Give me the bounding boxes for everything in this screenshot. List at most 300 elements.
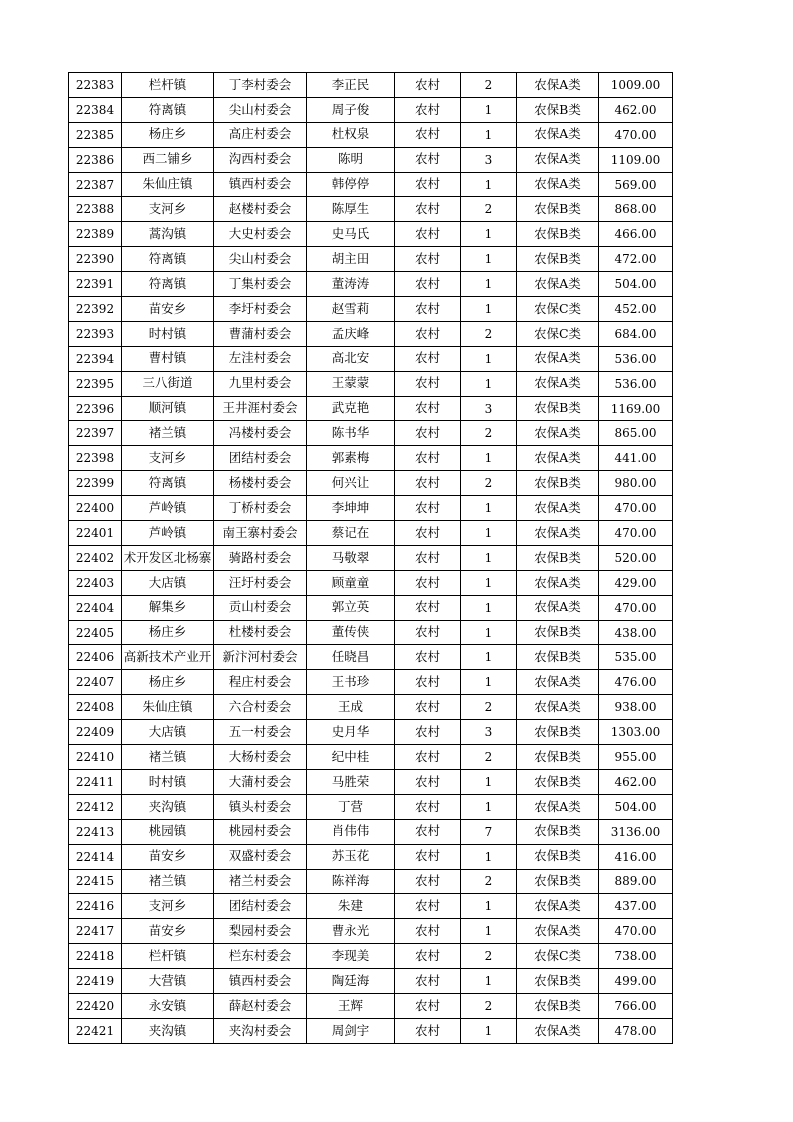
area-type-cell: 农村 xyxy=(395,346,461,371)
area-type-cell: 农村 xyxy=(395,869,461,894)
table-row xyxy=(69,570,673,595)
area-type-cell: 农村 xyxy=(395,396,461,421)
serial-cell: 22390 xyxy=(69,247,122,272)
amount-cell: 476.00 xyxy=(599,670,673,695)
serial-cell: 22418 xyxy=(69,944,122,969)
serial-cell: 22417 xyxy=(69,919,122,944)
name-cell: 陈明 xyxy=(307,147,395,172)
household-count-cell: 2 xyxy=(461,421,517,446)
township-cell: 芦岭镇 xyxy=(122,521,214,546)
table-row xyxy=(69,471,673,496)
household-count-cell: 1 xyxy=(461,645,517,670)
area-type-cell: 农村 xyxy=(395,122,461,147)
serial-cell: 22394 xyxy=(69,346,122,371)
serial-cell: 22410 xyxy=(69,745,122,770)
serial-cell: 22399 xyxy=(69,471,122,496)
household-count-cell: 2 xyxy=(461,944,517,969)
table-row xyxy=(69,745,673,770)
township-cell: 朱仙庄镇 xyxy=(122,695,214,720)
village-committee-cell: 梨园村委会 xyxy=(214,919,307,944)
amount-cell: 470.00 xyxy=(599,496,673,521)
serial-cell: 22392 xyxy=(69,297,122,322)
household-count-cell: 2 xyxy=(461,321,517,346)
name-cell: 何兴让 xyxy=(307,471,395,496)
township-cell: 朱仙庄镇 xyxy=(122,172,214,197)
serial-cell: 22396 xyxy=(69,396,122,421)
township-cell: 时村镇 xyxy=(122,321,214,346)
village-committee-cell: 贡山村委会 xyxy=(214,595,307,620)
name-cell: 韩停停 xyxy=(307,172,395,197)
name-cell: 蔡记在 xyxy=(307,521,395,546)
village-committee-cell: 汪圩村委会 xyxy=(214,570,307,595)
name-cell: 胡主田 xyxy=(307,247,395,272)
area-type-cell: 农村 xyxy=(395,595,461,620)
household-count-cell: 1 xyxy=(461,595,517,620)
township-cell: 符离镇 xyxy=(122,247,214,272)
township-cell: 曹村镇 xyxy=(122,346,214,371)
household-count-cell: 7 xyxy=(461,819,517,844)
serial-cell: 22384 xyxy=(69,97,122,122)
name-cell: 王蒙蒙 xyxy=(307,371,395,396)
serial-cell: 22386 xyxy=(69,147,122,172)
insurance-category-cell: 农保B类 xyxy=(517,869,599,894)
table-row xyxy=(69,695,673,720)
insurance-category-cell: 农保A类 xyxy=(517,670,599,695)
insurance-category-cell: 农保B类 xyxy=(517,819,599,844)
amount-cell: 868.00 xyxy=(599,197,673,222)
name-cell: 顾童童 xyxy=(307,570,395,595)
name-cell: 陈厚生 xyxy=(307,197,395,222)
area-type-cell: 农村 xyxy=(395,894,461,919)
township-cell: 顺河镇 xyxy=(122,396,214,421)
insurance-category-cell: 农保B类 xyxy=(517,769,599,794)
village-committee-cell: 骑路村委会 xyxy=(214,545,307,570)
serial-cell: 22385 xyxy=(69,122,122,147)
area-type-cell: 农村 xyxy=(395,496,461,521)
amount-cell: 938.00 xyxy=(599,695,673,720)
table-row xyxy=(69,595,673,620)
insurance-category-cell: 农保B类 xyxy=(517,620,599,645)
township-cell: 三八街道 xyxy=(122,371,214,396)
household-count-cell: 1 xyxy=(461,272,517,297)
amount-cell: 470.00 xyxy=(599,919,673,944)
village-committee-cell: 薛赵村委会 xyxy=(214,993,307,1018)
township-cell: 大店镇 xyxy=(122,570,214,595)
village-committee-cell: 五一村委会 xyxy=(214,720,307,745)
area-type-cell: 农村 xyxy=(395,297,461,322)
area-type-cell: 农村 xyxy=(395,446,461,471)
name-cell: 赵雪莉 xyxy=(307,297,395,322)
insurance-category-cell: 农保A类 xyxy=(517,695,599,720)
township-cell: 大店镇 xyxy=(122,720,214,745)
township-cell: 夹沟镇 xyxy=(122,794,214,819)
household-count-cell: 1 xyxy=(461,769,517,794)
township-cell: 苗安乡 xyxy=(122,844,214,869)
village-committee-cell: 沟西村委会 xyxy=(214,147,307,172)
township-cell: 高新技术产业开 xyxy=(122,645,214,670)
table-row xyxy=(69,819,673,844)
township-cell: 时村镇 xyxy=(122,769,214,794)
village-committee-cell: 大蒲村委会 xyxy=(214,769,307,794)
township-cell: 支河乡 xyxy=(122,197,214,222)
insurance-category-cell: 农保B类 xyxy=(517,545,599,570)
township-cell: 褚兰镇 xyxy=(122,869,214,894)
village-committee-cell: 王井涯村委会 xyxy=(214,396,307,421)
village-committee-cell: 冯楼村委会 xyxy=(214,421,307,446)
household-count-cell: 2 xyxy=(461,197,517,222)
name-cell: 纪中桂 xyxy=(307,745,395,770)
household-count-cell: 1 xyxy=(461,346,517,371)
insurance-category-cell: 农保B类 xyxy=(517,745,599,770)
serial-cell: 22398 xyxy=(69,446,122,471)
township-cell: 褚兰镇 xyxy=(122,421,214,446)
household-count-cell: 2 xyxy=(461,869,517,894)
area-type-cell: 农村 xyxy=(395,993,461,1018)
household-count-cell: 1 xyxy=(461,620,517,645)
table-row xyxy=(69,421,673,446)
village-committee-cell: 杜楼村委会 xyxy=(214,620,307,645)
village-committee-cell: 杨楼村委会 xyxy=(214,471,307,496)
serial-cell: 22415 xyxy=(69,869,122,894)
village-committee-cell: 团结村委会 xyxy=(214,894,307,919)
insurance-category-cell: 农保B类 xyxy=(517,844,599,869)
village-committee-cell: 褚兰村委会 xyxy=(214,869,307,894)
area-type-cell: 农村 xyxy=(395,570,461,595)
township-cell: 桃园镇 xyxy=(122,819,214,844)
household-count-cell: 2 xyxy=(461,695,517,720)
serial-cell: 22395 xyxy=(69,371,122,396)
area-type-cell: 农村 xyxy=(395,321,461,346)
table-row xyxy=(69,396,673,421)
area-type-cell: 农村 xyxy=(395,371,461,396)
household-count-cell: 2 xyxy=(461,993,517,1018)
table-row xyxy=(69,720,673,745)
area-type-cell: 农村 xyxy=(395,794,461,819)
amount-cell: 980.00 xyxy=(599,471,673,496)
area-type-cell: 农村 xyxy=(395,521,461,546)
insurance-category-cell: 农保B类 xyxy=(517,396,599,421)
table-row xyxy=(69,73,673,98)
insurance-category-cell: 农保C类 xyxy=(517,944,599,969)
insurance-category-cell: 农保A类 xyxy=(517,496,599,521)
township-cell: 蒿沟镇 xyxy=(122,222,214,247)
amount-cell: 416.00 xyxy=(599,844,673,869)
table-row xyxy=(69,172,673,197)
township-cell: 大营镇 xyxy=(122,969,214,994)
insurance-category-cell: 农保A类 xyxy=(517,919,599,944)
table-row xyxy=(69,147,673,172)
village-committee-cell: 夹沟村委会 xyxy=(214,1018,307,1043)
amount-cell: 452.00 xyxy=(599,297,673,322)
area-type-cell: 农村 xyxy=(395,73,461,98)
township-cell: 支河乡 xyxy=(122,446,214,471)
serial-cell: 22389 xyxy=(69,222,122,247)
insurance-category-cell: 农保B类 xyxy=(517,645,599,670)
area-type-cell: 农村 xyxy=(395,545,461,570)
village-committee-cell: 大杨村委会 xyxy=(214,745,307,770)
name-cell: 董涛涛 xyxy=(307,272,395,297)
area-type-cell: 农村 xyxy=(395,819,461,844)
amount-cell: 955.00 xyxy=(599,745,673,770)
serial-cell: 22391 xyxy=(69,272,122,297)
area-type-cell: 农村 xyxy=(395,97,461,122)
household-count-cell: 2 xyxy=(461,471,517,496)
township-cell: 苗安乡 xyxy=(122,919,214,944)
table-row xyxy=(69,247,673,272)
household-count-cell: 1 xyxy=(461,222,517,247)
table-row xyxy=(69,222,673,247)
serial-cell: 22401 xyxy=(69,521,122,546)
insurance-category-cell: 农保A类 xyxy=(517,122,599,147)
serial-cell: 22416 xyxy=(69,894,122,919)
serial-cell: 22388 xyxy=(69,197,122,222)
township-cell: 褚兰镇 xyxy=(122,745,214,770)
table-row xyxy=(69,919,673,944)
household-count-cell: 1 xyxy=(461,247,517,272)
village-committee-cell: 程庄村委会 xyxy=(214,670,307,695)
serial-cell: 22383 xyxy=(69,73,122,98)
name-cell: 马敬翠 xyxy=(307,545,395,570)
township-cell: 术开发区北杨寨 xyxy=(122,545,214,570)
table-row xyxy=(69,297,673,322)
serial-cell: 22421 xyxy=(69,1018,122,1043)
village-committee-cell: 双盛村委会 xyxy=(214,844,307,869)
area-type-cell: 农村 xyxy=(395,272,461,297)
amount-cell: 470.00 xyxy=(599,122,673,147)
name-cell: 董传侠 xyxy=(307,620,395,645)
insurance-category-cell: 农保B类 xyxy=(517,969,599,994)
serial-cell: 22409 xyxy=(69,720,122,745)
table-row xyxy=(69,620,673,645)
name-cell: 李坤坤 xyxy=(307,496,395,521)
village-committee-cell: 丁李村委会 xyxy=(214,73,307,98)
household-count-cell: 1 xyxy=(461,844,517,869)
amount-cell: 1109.00 xyxy=(599,147,673,172)
township-cell: 符离镇 xyxy=(122,272,214,297)
household-count-cell: 3 xyxy=(461,720,517,745)
amount-cell: 470.00 xyxy=(599,521,673,546)
household-count-cell: 1 xyxy=(461,570,517,595)
village-committee-cell: 镇西村委会 xyxy=(214,969,307,994)
insurance-category-cell: 农保A类 xyxy=(517,73,599,98)
township-cell: 支河乡 xyxy=(122,894,214,919)
name-cell: 周剑宇 xyxy=(307,1018,395,1043)
insurance-category-cell: 农保A类 xyxy=(517,1018,599,1043)
data-table xyxy=(68,72,673,1044)
name-cell: 李现美 xyxy=(307,944,395,969)
insurance-category-cell: 农保B类 xyxy=(517,720,599,745)
table-row xyxy=(69,794,673,819)
area-type-cell: 农村 xyxy=(395,147,461,172)
serial-cell: 22414 xyxy=(69,844,122,869)
area-type-cell: 农村 xyxy=(395,720,461,745)
amount-cell: 684.00 xyxy=(599,321,673,346)
household-count-cell: 1 xyxy=(461,1018,517,1043)
area-type-cell: 农村 xyxy=(395,844,461,869)
household-count-cell: 1 xyxy=(461,446,517,471)
area-type-cell: 农村 xyxy=(395,969,461,994)
insurance-category-cell: 农保A类 xyxy=(517,521,599,546)
name-cell: 陶廷海 xyxy=(307,969,395,994)
name-cell: 李正民 xyxy=(307,73,395,98)
name-cell: 肖伟伟 xyxy=(307,819,395,844)
name-cell: 任晓昌 xyxy=(307,645,395,670)
insurance-category-cell: 农保C类 xyxy=(517,321,599,346)
insurance-category-cell: 农保A类 xyxy=(517,595,599,620)
insurance-category-cell: 农保A类 xyxy=(517,570,599,595)
amount-cell: 536.00 xyxy=(599,371,673,396)
area-type-cell: 农村 xyxy=(395,222,461,247)
area-type-cell: 农村 xyxy=(395,769,461,794)
township-cell: 杨庄乡 xyxy=(122,620,214,645)
township-cell: 永安镇 xyxy=(122,993,214,1018)
area-type-cell: 农村 xyxy=(395,172,461,197)
amount-cell: 462.00 xyxy=(599,97,673,122)
serial-cell: 22411 xyxy=(69,769,122,794)
village-committee-cell: 新汴河村委会 xyxy=(214,645,307,670)
amount-cell: 437.00 xyxy=(599,894,673,919)
serial-cell: 22405 xyxy=(69,620,122,645)
table-row xyxy=(69,122,673,147)
township-cell: 栏杆镇 xyxy=(122,73,214,98)
insurance-category-cell: 农保A类 xyxy=(517,147,599,172)
name-cell: 陈书华 xyxy=(307,421,395,446)
serial-cell: 22393 xyxy=(69,321,122,346)
township-cell: 栏杆镇 xyxy=(122,944,214,969)
amount-cell: 441.00 xyxy=(599,446,673,471)
township-cell: 符离镇 xyxy=(122,471,214,496)
village-committee-cell: 镇西村委会 xyxy=(214,172,307,197)
household-count-cell: 1 xyxy=(461,969,517,994)
amount-cell: 499.00 xyxy=(599,969,673,994)
township-cell: 夹沟镇 xyxy=(122,1018,214,1043)
serial-cell: 22408 xyxy=(69,695,122,720)
amount-cell: 3136.00 xyxy=(599,819,673,844)
amount-cell: 865.00 xyxy=(599,421,673,446)
amount-cell: 472.00 xyxy=(599,247,673,272)
serial-cell: 22406 xyxy=(69,645,122,670)
table-row xyxy=(69,894,673,919)
household-count-cell: 3 xyxy=(461,147,517,172)
township-cell: 符离镇 xyxy=(122,97,214,122)
name-cell: 武克艳 xyxy=(307,396,395,421)
village-committee-cell: 桃园村委会 xyxy=(214,819,307,844)
amount-cell: 504.00 xyxy=(599,272,673,297)
household-count-cell: 3 xyxy=(461,396,517,421)
table-row xyxy=(69,869,673,894)
household-count-cell: 1 xyxy=(461,172,517,197)
table-row xyxy=(69,969,673,994)
serial-cell: 22413 xyxy=(69,819,122,844)
name-cell: 王辉 xyxy=(307,993,395,1018)
name-cell: 苏玉花 xyxy=(307,844,395,869)
amount-cell: 738.00 xyxy=(599,944,673,969)
name-cell: 陈祥海 xyxy=(307,869,395,894)
name-cell: 周子俊 xyxy=(307,97,395,122)
insurance-category-cell: 农保A类 xyxy=(517,346,599,371)
name-cell: 朱建 xyxy=(307,894,395,919)
table-row xyxy=(69,944,673,969)
amount-cell: 536.00 xyxy=(599,346,673,371)
insurance-category-cell: 农保A类 xyxy=(517,371,599,396)
township-cell: 杨庄乡 xyxy=(122,670,214,695)
village-committee-cell: 尖山村委会 xyxy=(214,97,307,122)
table-body xyxy=(69,73,673,1044)
amount-cell: 520.00 xyxy=(599,545,673,570)
amount-cell: 478.00 xyxy=(599,1018,673,1043)
name-cell: 郭立英 xyxy=(307,595,395,620)
insurance-category-cell: 农保B类 xyxy=(517,471,599,496)
village-committee-cell: 团结村委会 xyxy=(214,446,307,471)
name-cell: 王成 xyxy=(307,695,395,720)
table-row xyxy=(69,496,673,521)
table-row xyxy=(69,197,673,222)
amount-cell: 1009.00 xyxy=(599,73,673,98)
insurance-category-cell: 农保A类 xyxy=(517,272,599,297)
table-row xyxy=(69,545,673,570)
insurance-category-cell: 农保B类 xyxy=(517,97,599,122)
name-cell: 王书珍 xyxy=(307,670,395,695)
table-row xyxy=(69,321,673,346)
table-row xyxy=(69,769,673,794)
village-committee-cell: 六合村委会 xyxy=(214,695,307,720)
village-committee-cell: 尖山村委会 xyxy=(214,247,307,272)
household-count-cell: 1 xyxy=(461,97,517,122)
area-type-cell: 农村 xyxy=(395,197,461,222)
table-row xyxy=(69,446,673,471)
insurance-category-cell: 农保A类 xyxy=(517,172,599,197)
insurance-category-cell: 农保B类 xyxy=(517,197,599,222)
amount-cell: 466.00 xyxy=(599,222,673,247)
township-cell: 西二铺乡 xyxy=(122,147,214,172)
name-cell: 杜权泉 xyxy=(307,122,395,147)
household-count-cell: 1 xyxy=(461,371,517,396)
household-count-cell: 1 xyxy=(461,297,517,322)
area-type-cell: 农村 xyxy=(395,1018,461,1043)
area-type-cell: 农村 xyxy=(395,695,461,720)
household-count-cell: 1 xyxy=(461,919,517,944)
village-committee-cell: 镇头村委会 xyxy=(214,794,307,819)
household-count-cell: 1 xyxy=(461,496,517,521)
township-cell: 芦岭镇 xyxy=(122,496,214,521)
table-row xyxy=(69,844,673,869)
area-type-cell: 农村 xyxy=(395,645,461,670)
serial-cell: 22403 xyxy=(69,570,122,595)
insurance-category-cell: 农保B类 xyxy=(517,222,599,247)
household-count-cell: 1 xyxy=(461,670,517,695)
household-count-cell: 2 xyxy=(461,745,517,770)
insurance-category-cell: 农保B类 xyxy=(517,247,599,272)
village-committee-cell: 曹蒲村委会 xyxy=(214,321,307,346)
table-row xyxy=(69,272,673,297)
household-count-cell: 1 xyxy=(461,122,517,147)
village-committee-cell: 李圩村委会 xyxy=(214,297,307,322)
table-row xyxy=(69,346,673,371)
village-committee-cell: 丁集村委会 xyxy=(214,272,307,297)
village-committee-cell: 大史村委会 xyxy=(214,222,307,247)
table-row xyxy=(69,1018,673,1043)
village-committee-cell: 高庄村委会 xyxy=(214,122,307,147)
village-committee-cell: 九里村委会 xyxy=(214,371,307,396)
household-count-cell: 1 xyxy=(461,794,517,819)
serial-cell: 22400 xyxy=(69,496,122,521)
area-type-cell: 农村 xyxy=(395,919,461,944)
township-cell: 解集乡 xyxy=(122,595,214,620)
area-type-cell: 农村 xyxy=(395,670,461,695)
amount-cell: 569.00 xyxy=(599,172,673,197)
area-type-cell: 农村 xyxy=(395,471,461,496)
household-count-cell: 1 xyxy=(461,521,517,546)
